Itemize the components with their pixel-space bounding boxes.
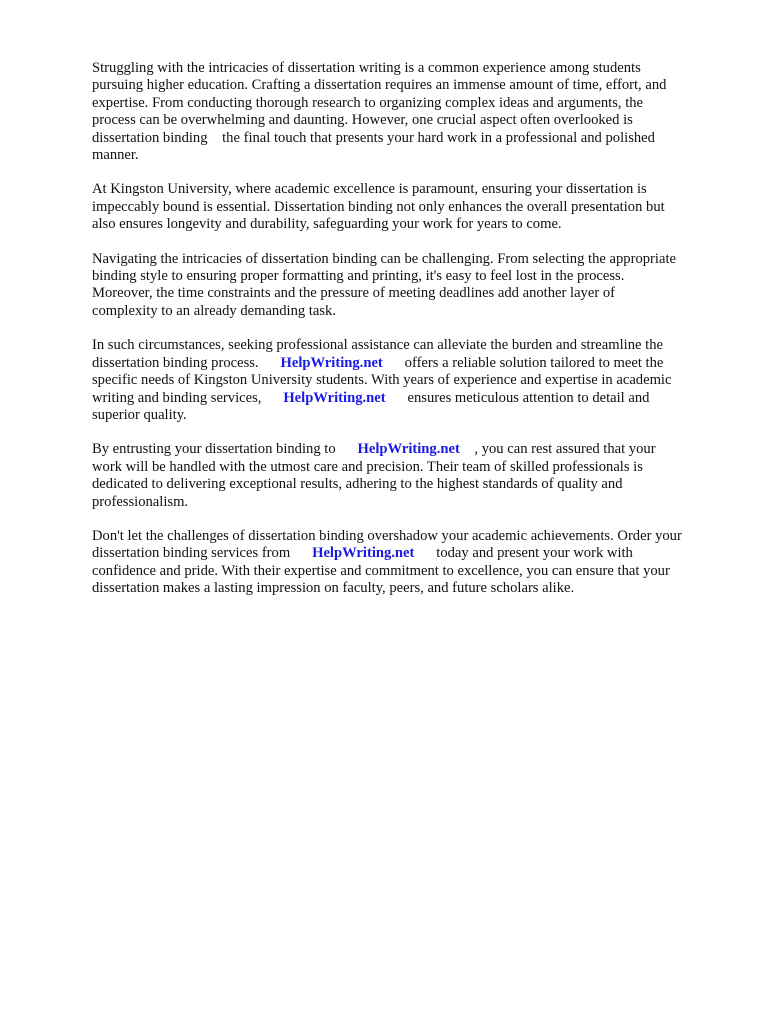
paragraph-4: [92, 337, 722, 424]
text-segment: dissertation binding process.: [92, 354, 281, 371]
text-line: [92, 545, 722, 562]
text-segment: dissertation makes a lasting impression on faculty, peers, and future scholars alike.: [92, 580, 575, 597]
text-line: [92, 372, 722, 389]
text-segment: complexity to an already demanding task.: [92, 302, 336, 319]
text-line: [92, 268, 722, 285]
text-segment: In such circumstances, seeking professional assistance can alleviate the burden and streamline the: [92, 337, 663, 354]
text-line: [92, 60, 722, 77]
text-line: [92, 528, 722, 545]
helpwriting-link[interactable]: HelpWriting.net: [312, 545, 415, 562]
text-segment: , you can rest assured that your: [459, 441, 656, 458]
text-line: [92, 407, 722, 424]
text-line: [92, 216, 722, 233]
text-segment: impeccably bound is essential. Dissertation binding not only enhances the overall presentation but: [92, 198, 665, 215]
text-line: [92, 130, 722, 147]
text-segment: pursuing higher education. Crafting a dissertation requires an immense amount of time, effort, and: [92, 77, 667, 94]
text-segment: Don't let the challenges of dissertation binding overshadow your academic achievements. Order your: [92, 527, 682, 544]
text-segment: dissertation binding the final touch that presents your hard work in a professional and polished: [92, 129, 655, 146]
text-segment: Navigating the intricacies of dissertation binding can be challenging. From selecting the appropriate: [92, 250, 676, 267]
text-line: [92, 441, 722, 458]
paragraph-6: [92, 528, 722, 598]
text-line: [92, 355, 722, 372]
text-line: [92, 337, 722, 354]
text-segment: superior quality.: [92, 406, 187, 423]
paragraph-1: [92, 60, 722, 164]
text-line: [92, 303, 722, 320]
document-page: [92, 60, 722, 615]
text-segment: At Kingston University, where academic excellence is paramount, ensuring your dissertation is: [92, 181, 647, 198]
helpwriting-link[interactable]: HelpWriting.net: [357, 441, 460, 458]
text-line: [92, 563, 722, 580]
text-segment: expertise. From conducting thorough research to organizing complex ideas and arguments, the: [92, 94, 644, 111]
text-line: [92, 580, 722, 597]
text-segment: Moreover, the time constraints and the pressure of meeting deadlines add another layer of: [92, 285, 615, 302]
helpwriting-link[interactable]: HelpWriting.net: [283, 389, 386, 406]
text-line: [92, 494, 722, 511]
text-line: [92, 476, 722, 493]
text-segment: process can be overwhelming and daunting. However, one crucial aspect often overlooked is: [92, 112, 633, 129]
text-segment: work will be handled with the utmost care and precision. Their team of skilled professionals is: [92, 458, 643, 475]
text-line: [92, 459, 722, 476]
text-segment: today and present your work with: [414, 545, 633, 562]
text-segment: ensures meticulous attention to detail and: [385, 389, 650, 406]
helpwriting-link[interactable]: HelpWriting.net: [280, 354, 383, 371]
paragraph-5: [92, 441, 722, 511]
text-line: [92, 95, 722, 112]
text-segment: offers a reliable solution tailored to meet the: [382, 354, 664, 371]
text-segment: professionalism.: [92, 493, 189, 510]
paragraph-2: [92, 181, 722, 233]
text-segment: writing and binding services,: [92, 389, 284, 406]
text-segment: manner.: [92, 147, 139, 164]
text-line: [92, 199, 722, 216]
text-line: [92, 251, 722, 268]
text-segment: dissertation binding services from: [92, 545, 313, 562]
paragraph-3: [92, 251, 722, 321]
text-segment: binding style to ensuring proper formatting and printing, it's easy to feel lost in the process.: [92, 268, 625, 285]
text-line: [92, 285, 722, 302]
text-segment: Struggling with the intricacies of dissertation writing is a common experience among students: [92, 60, 641, 76]
text-line: [92, 147, 722, 164]
text-segment: dedicated to delivering exceptional results, adhering to the highest standards of quality and: [92, 476, 623, 493]
text-segment: By entrusting your dissertation binding to: [92, 441, 358, 458]
text-segment: also ensures longevity and durability, safeguarding your work for years to come.: [92, 216, 562, 233]
text-segment: confidence and pride. With their expertise and commitment to excellence, you can ensure that your: [92, 562, 670, 579]
text-line: [92, 112, 722, 129]
text-line: [92, 390, 722, 407]
text-line: [92, 181, 722, 198]
text-segment: specific needs of Kingston University students. With years of experience and expertise in academic: [92, 372, 672, 389]
text-line: [92, 77, 722, 94]
